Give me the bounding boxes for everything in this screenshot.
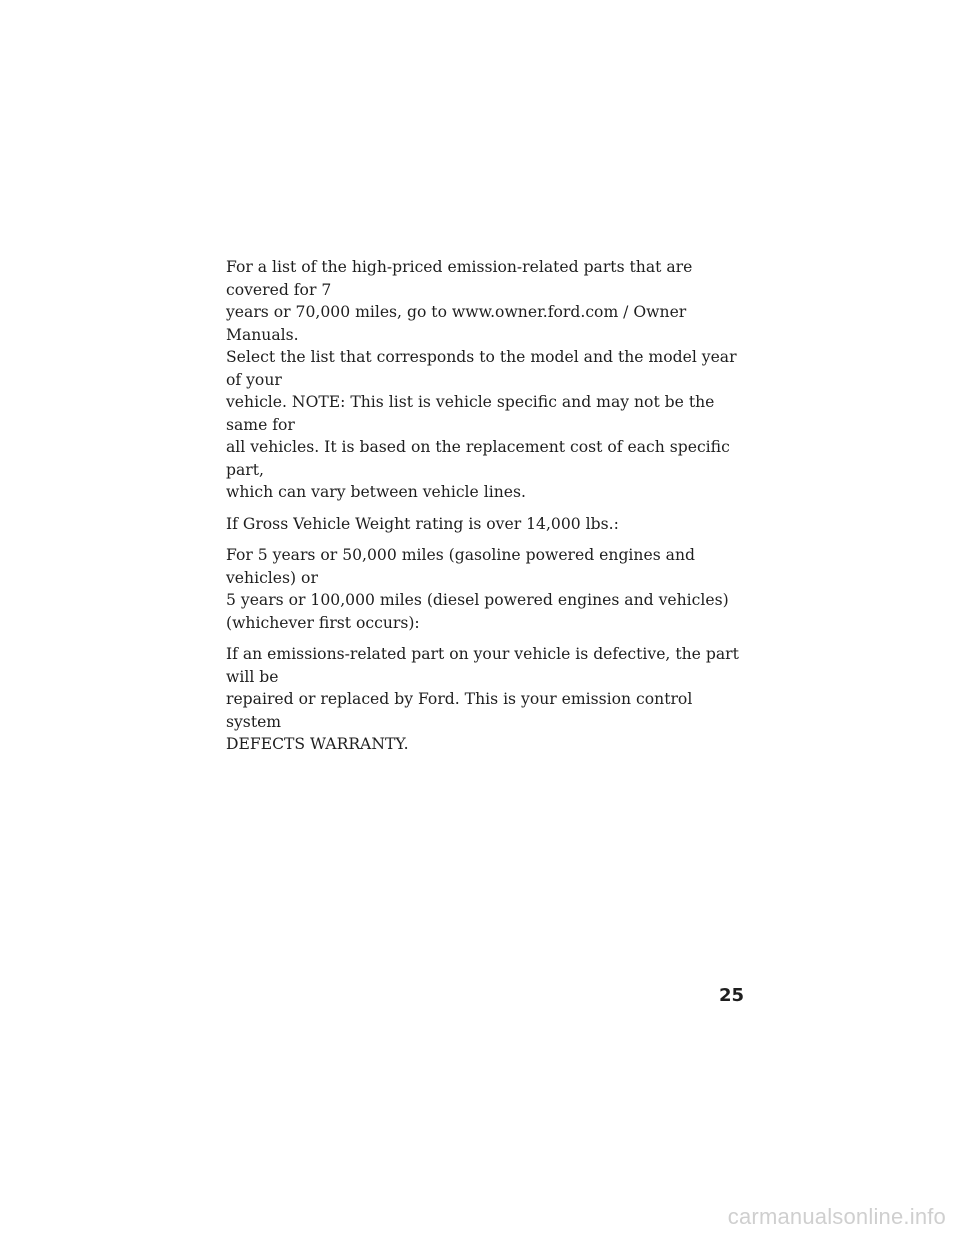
document-body — [226, 256, 746, 765]
paragraph-emission-parts-list: For a list of the high-priced emission-related parts that are covered for 7 years or 70,000 miles, go to www.owner.ford.com / Owner Manuals. Select the list that corresponds to the model and the model year of your vehicle. NOTE: This list is vehicle specific and may not be the same for all vehicles. It is based on the replacement cost of each specific part, which can vary between vehicle lines. — [226, 258, 737, 501]
page-number: 25 — [718, 985, 744, 1006]
paragraph-defects-warranty: If an emissions-related part on your vehicle is defective, the part will be repaired or replaced by Ford. This is your emission control system DEFECTS WARRANTY. — [226, 645, 739, 753]
paragraph-coverage-period: For 5 years or 50,000 miles (gasoline powered engines and vehicles) or 5 years or 100,000 miles (diesel powered engines and vehicles) (whichever first occurs): — [226, 546, 729, 632]
watermark: carmanualsonline.info — [727, 1204, 946, 1229]
paragraph-gvw-rating: If Gross Vehicle Weight rating is over 14,000 lbs.: — [226, 514, 619, 533]
